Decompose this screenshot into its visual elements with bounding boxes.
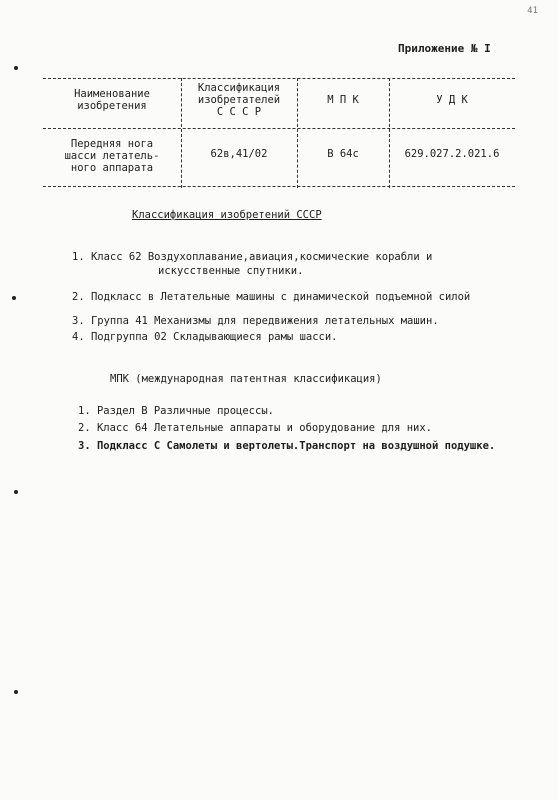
table-cell-udk: 629.027.2.021.6	[404, 148, 500, 160]
page-number-mark: 41	[527, 6, 538, 16]
margin-mark	[14, 690, 18, 694]
ussr-item-4: 4. Подгруппа 02 Складывающиеся рамы шасси.	[72, 331, 338, 343]
table-header-invention: Наименование изобретения	[74, 88, 150, 112]
mpk-title: МПК (международная патентная классификация)	[110, 373, 382, 385]
ussr-classification-title: Классификация изобретений СССР	[132, 209, 322, 221]
classification-table	[43, 78, 515, 188]
mpk-item-1: 1. Раздел В Различные процессы.	[78, 405, 274, 417]
table-rule-bottom	[43, 186, 515, 187]
table-header-mpk: М П К	[327, 94, 359, 106]
table-rule-top	[43, 78, 515, 79]
mpk-item-3: 3. Подкласс С Самолеты и вертолеты.Транспорт на воздушной подушке.	[78, 440, 496, 452]
ussr-item-1-continuation: искусственные спутники.	[158, 265, 304, 277]
margin-mark	[12, 296, 16, 300]
ussr-item-1: 1. Класс 62 Воздухоплавание,авиация,космические корабли и	[72, 251, 433, 263]
margin-mark	[14, 66, 18, 70]
mpk-item-2: 2. Класс 64 Летательные аппараты и оборудование для них.	[78, 422, 433, 434]
table-header-udk: У Д К	[436, 94, 468, 106]
appendix-label: Приложение № I	[398, 42, 491, 55]
table-cell-invention: Передняя нога шасси летатель- ного аппарата	[64, 138, 160, 174]
table-cell-ussr-class: 62в,41/02	[210, 148, 268, 160]
ussr-item-3: 3. Группа 41 Механизмы для передвижения летательных машин.	[72, 315, 439, 327]
table-cell-mpk: В 64с	[327, 148, 359, 160]
table-rule-mid	[43, 128, 515, 129]
ussr-item-2: 2. Подкласс в Летательные машины с динамической подъемной силой	[72, 291, 471, 303]
margin-mark	[14, 490, 18, 494]
table-header-ussr-class: Классификация изобретателей С С С Р	[197, 82, 281, 118]
